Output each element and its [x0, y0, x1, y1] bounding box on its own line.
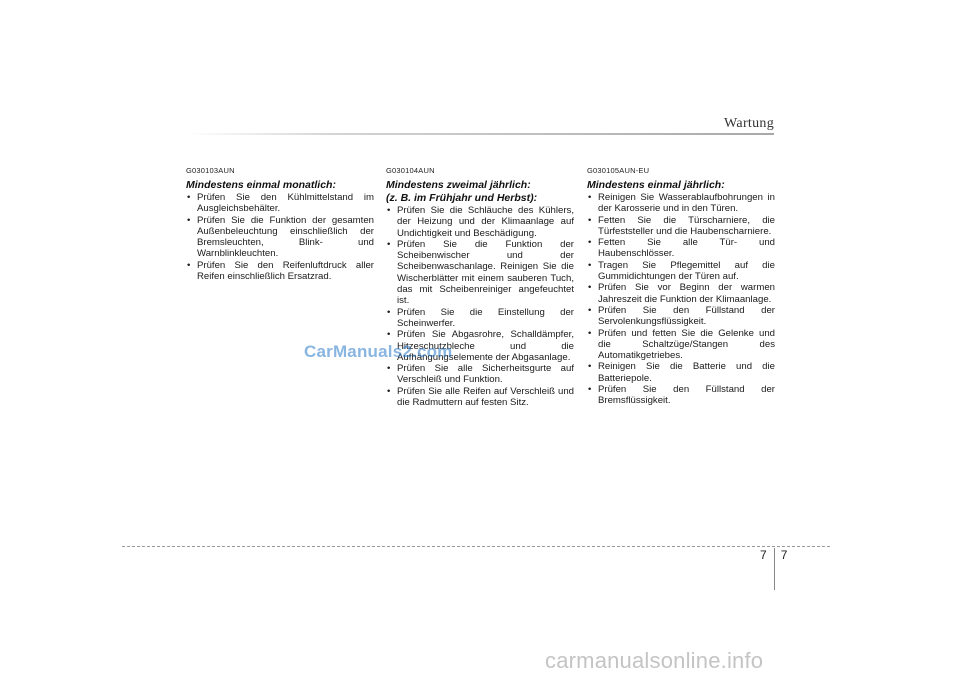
section-code: G030105AUN-EU — [587, 166, 650, 175]
heading-line: Mindestens einmal monatlich: — [186, 179, 336, 191]
section-heading — [186, 179, 374, 192]
list-item: • Tragen Sie Pflegemittel auf die Gummidichtungen der Türen auf. — [587, 260, 775, 283]
column-monthly — [186, 166, 374, 282]
list-item: • Prüfen Sie den Füllstand der Bremsflüssigkeit. — [587, 384, 775, 407]
list-item: • Reinigen Sie Wasserablaufbohrungen in der Karosserie und in den Türen. — [587, 192, 775, 215]
check-list — [587, 192, 775, 407]
column-yearly — [587, 166, 775, 407]
footer-site-watermark: carmanualsonline.info — [545, 648, 764, 673]
watermark-text: CarManuals2.com — [304, 342, 453, 361]
list-item: • Prüfen Sie alle Reifen auf Verschleiß und die Radmuttern auf festen Sitz. — [386, 386, 574, 409]
section-title: Wartung — [724, 116, 774, 131]
list-item: • Prüfen Sie die Einstellung der Scheinwerfer. — [386, 307, 574, 330]
list-item: • Prüfen Sie die Funktion der Scheibenwischer und der Scheibenwaschanlage. Reinigen Sie die Wischerblätter mit einem sauberen Tuch, das mit Scheibenreiniger angefeuchtet ist. — [386, 239, 574, 307]
section-heading — [587, 179, 775, 192]
section-code: G030103AUN — [186, 166, 235, 175]
section-heading — [386, 179, 574, 205]
page-number-separator — [774, 548, 775, 590]
chapter-number: 7 — [760, 548, 767, 562]
list-item: • Prüfen und fetten Sie die Gelenke und die Schaltzüge/Stangen des Automatikgetriebes. — [587, 328, 775, 362]
list-item: • Prüfen Sie vor Beginn der warmen Jahreszeit die Funktion der Klimaanlage. — [587, 282, 775, 305]
list-item: • Prüfen Sie den Reifenluftdruck aller Reifen einschließlich Ersatzrad. — [186, 260, 374, 283]
footer-divider — [122, 546, 830, 547]
check-list — [386, 205, 574, 408]
page-index: 7 — [780, 548, 788, 562]
list-item: • Prüfen Sie den Kühlmittelstand im Ausgleichsbehälter. — [186, 192, 374, 215]
heading-line: Mindestens einmal jährlich: — [587, 179, 725, 191]
list-item: • Prüfen Sie den Füllstand der Servolenkungsflüssigkeit. — [587, 305, 775, 328]
list-item: • Prüfen Sie alle Sicherheitsgurte auf Verschleiß und Funktion. — [386, 363, 574, 386]
heading-line: Mindestens zweimal jährlich: — [386, 179, 531, 191]
list-item: • Fetten Sie die Türscharniere, die Türfeststeller und die Haubenscharniere. — [587, 215, 775, 238]
list-item: • Prüfen Sie die Funktion der gesamten Außenbeleuchtung einschließlich der Bremsleuchten, Blink- und Warnblinkleuchten. — [186, 215, 374, 260]
column-twice-yearly — [386, 166, 574, 408]
check-list — [186, 192, 374, 282]
page-number — [760, 548, 787, 590]
section-code: G030104AUN — [386, 166, 435, 175]
list-item: • Reinigen Sie die Batterie und die Batteriepole. — [587, 361, 775, 384]
heading-line: (z. B. im Frühjahr und Herbst): — [386, 192, 538, 204]
list-item: • Prüfen Sie die Schläuche des Kühlers, der Heizung und der Klimaanlage auf Undichtigkeit und Beschädigung. — [386, 205, 574, 239]
list-item: • Fetten Sie alle Tür- und Haubenschlösser. — [587, 237, 775, 260]
list-item: • Prüfen Sie Abgasrohre, Schalldämpfer, Hitzeschutzbleche und die Aufhängungselemente der Abgasanlage. — [386, 329, 574, 363]
header-divider — [187, 133, 774, 135]
